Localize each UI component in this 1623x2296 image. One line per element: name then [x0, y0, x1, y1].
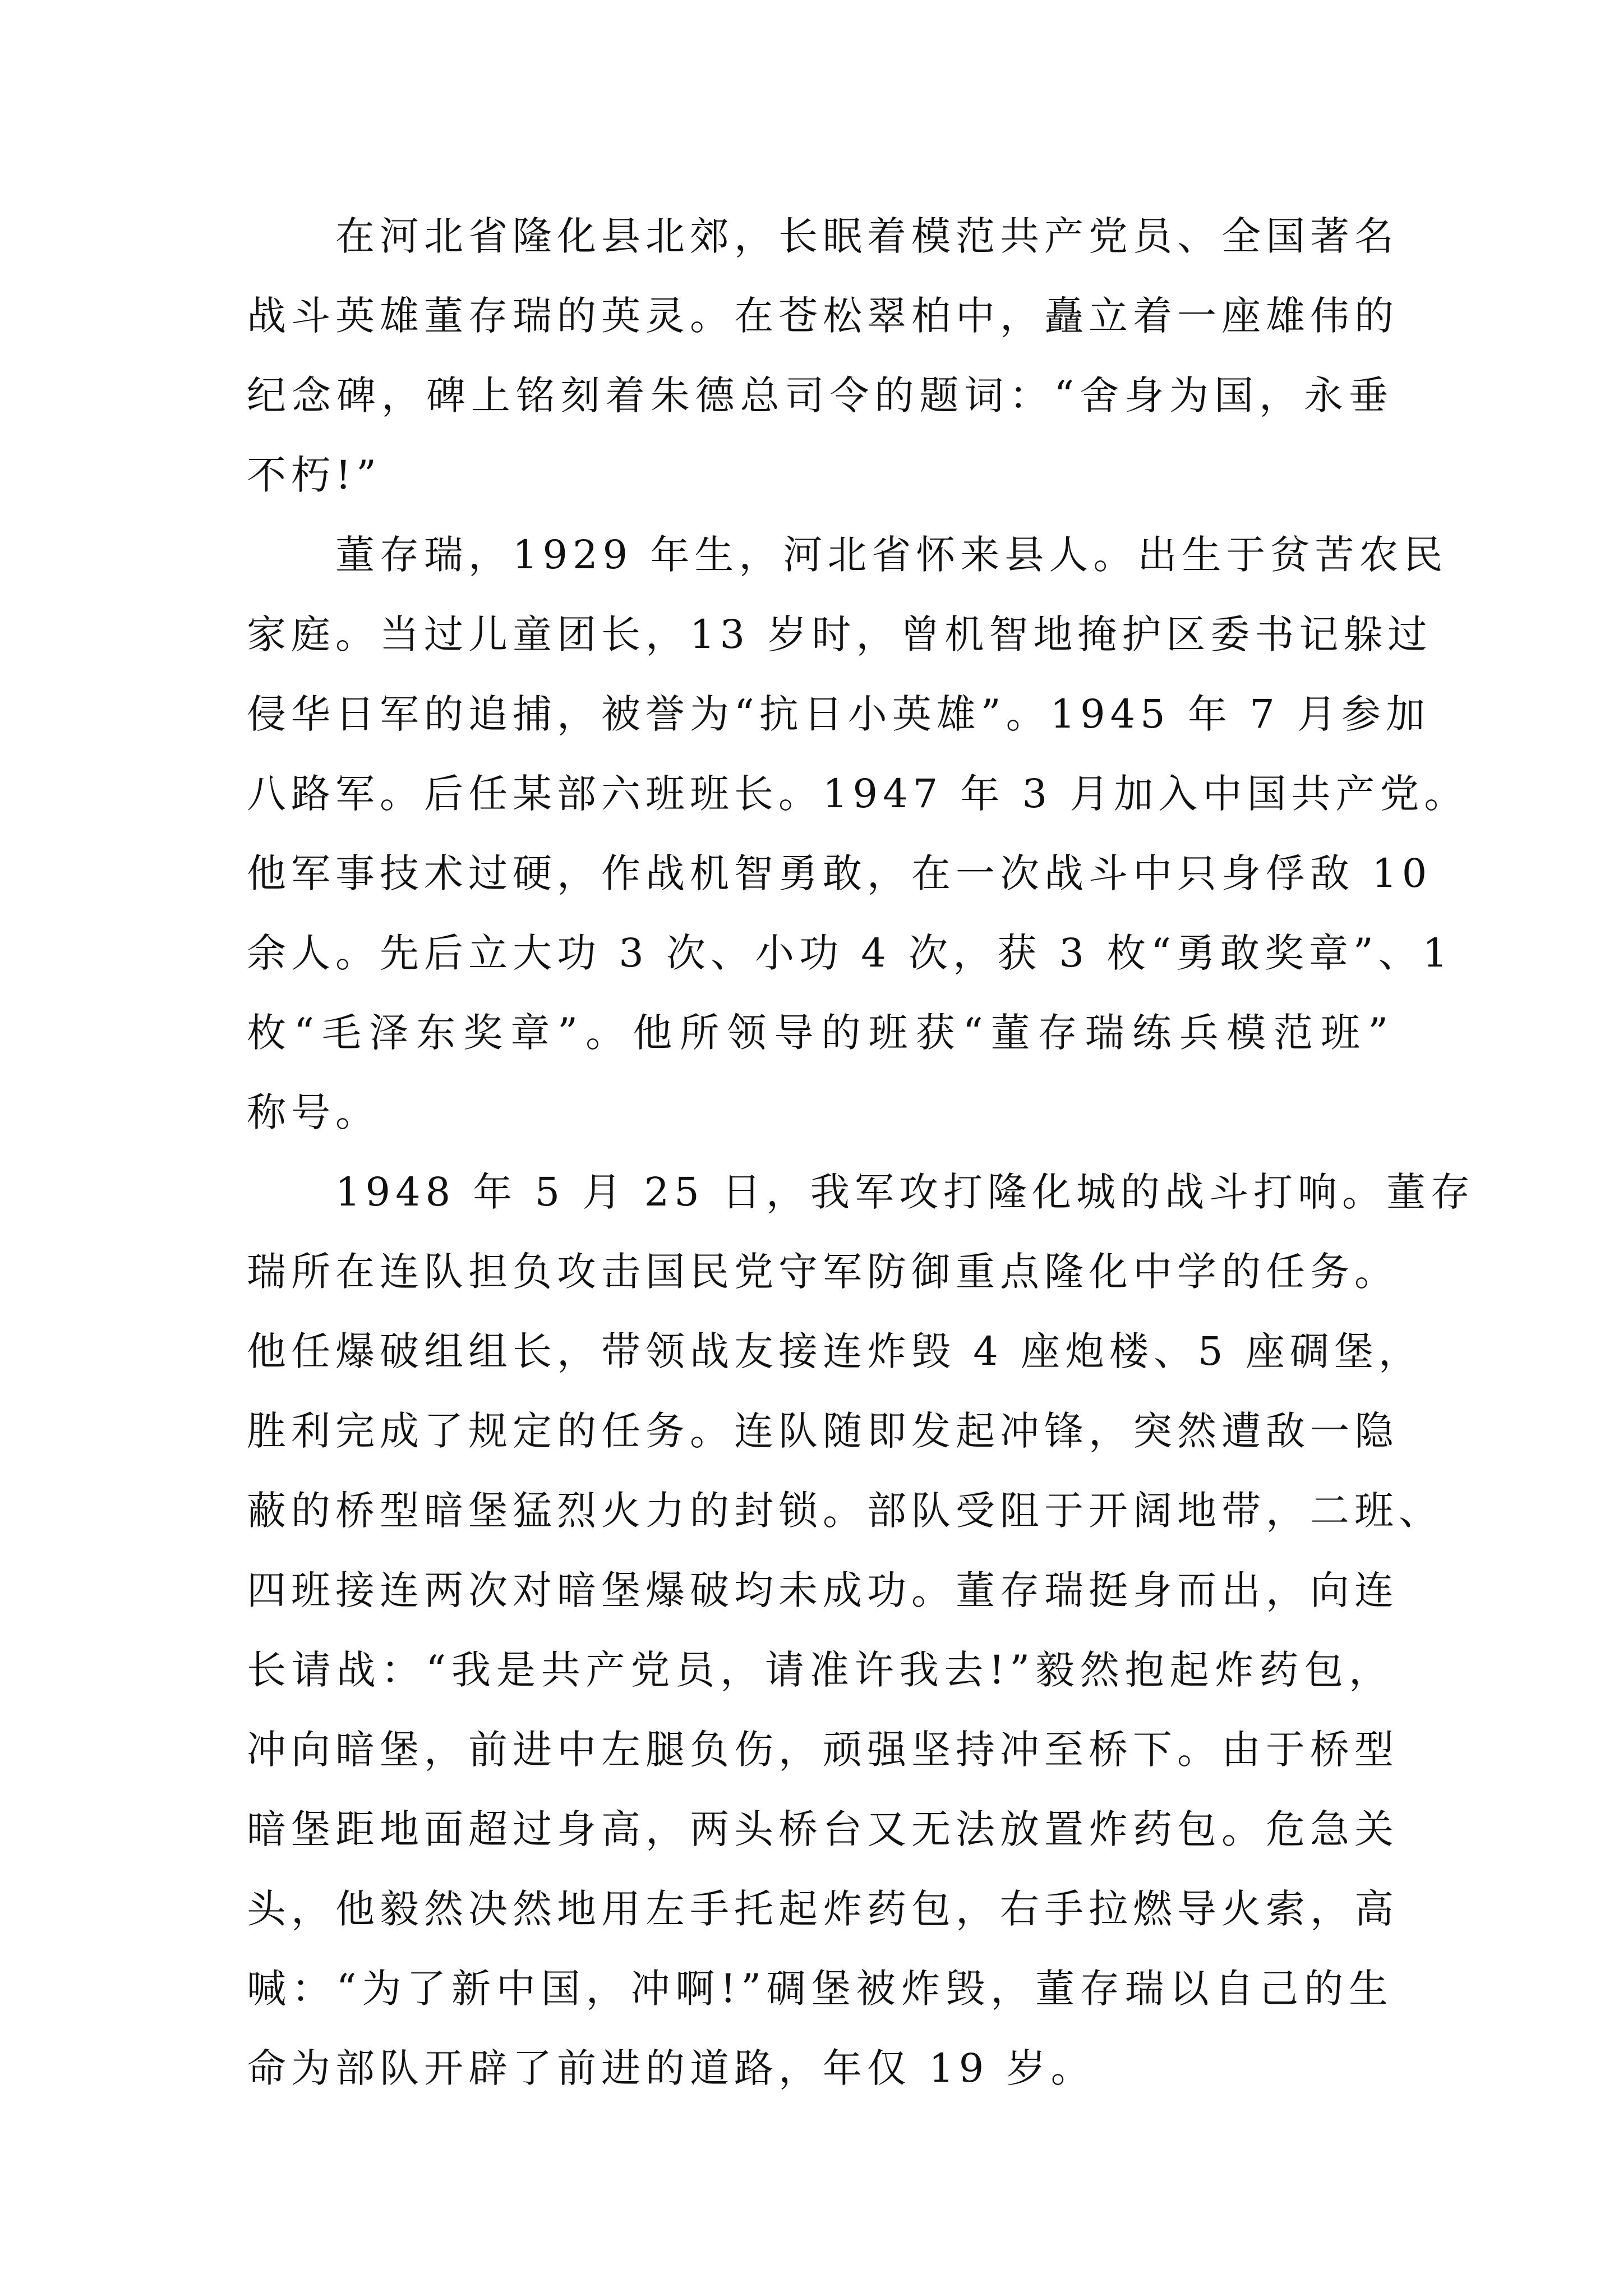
paragraph-2-line-5: 他军事技术过硬，作战机智勇敢，在一次战斗中只身俘敌 10	[247, 850, 1432, 896]
paragraph-2-line-8: 称号。	[247, 1089, 380, 1135]
paragraph-3-line-5: 蔽的桥型暗堡猛烈火力的封锁。部队受阻于开阔地带，二班、	[247, 1488, 1443, 1534]
paragraph-2-line-4: 八路军。后任某部六班班长。1947 年 3 月加入中国共产党。	[247, 771, 1469, 817]
document-body	[247, 196, 1476, 2108]
paragraph-3-line-2: 瑞所在连队担负攻击国民党守军防御重点隆化中学的任务。	[247, 1249, 1399, 1295]
paragraph-1-line-2: 战斗英雄董存瑞的英灵。在苍松翠柏中，矗立着一座雄伟的	[247, 293, 1399, 339]
paragraph-3-line-11: 喊：“为了新中国，冲啊!”碉堡被炸毁，董存瑞以自己的生	[247, 1966, 1393, 2012]
paragraph-3-line-4: 胜利完成了规定的任务。连队随即发起冲锋，突然遭敌一隐	[247, 1408, 1399, 1454]
paragraph-3-line-8: 冲向暗堡，前进中左腿负伤，顽强坚持冲至桥下。由于桥型	[247, 1727, 1399, 1773]
paragraph-2-line-2: 家庭。当过儿童团长，13 岁时，曾机智地掩护区委书记躲过	[247, 611, 1432, 657]
paragraph-1-line-3: 纪念碑，碑上铭刻着朱德总司令的题词：“舍身为国，永垂	[247, 372, 1393, 418]
paragraph-3-line-3: 他任爆破组组长，带领战友接连炸毁 4 座炮楼、5 座碉堡，	[247, 1328, 1423, 1374]
paragraph-1-line-4: 不朽!”	[247, 452, 381, 498]
paragraph-3-line-10: 头，他毅然决然地用左手托起炸药包，右手拉燃导火索，高	[247, 1886, 1399, 1932]
paragraph-3-line-7: 长请战：“我是共产党员，请准许我去!”毅然抱起炸药包，	[247, 1647, 1393, 1693]
paragraph-3-line-6: 四班接连两次对暗堡爆破均未成功。董存瑞挺身而出，向连	[247, 1567, 1399, 1613]
paragraph-2-line-6: 余人。先后立大功 3 次、小功 4 次，获 3 枚“勇敢奖章”、1	[247, 930, 1453, 976]
paragraph-2-line-7: 枚“毛泽东奖章”。他所领导的班获“董存瑞练兵模范班”	[247, 1010, 1393, 1056]
paragraph-3-line-9: 暗堡距地面超过身高，两头桥台又无法放置炸药包。危急关	[247, 1806, 1399, 1852]
paragraph-2-line-3: 侵华日军的追捕，被誉为“抗日小英雄”。1945 年 7 月参加	[247, 691, 1431, 737]
paragraph-1-line-1: 在河北省隆化县北郊，长眠着模范共产党员、全国著名	[335, 213, 1399, 259]
paragraph-3-line-1: 1948 年 5 月 25 日，我军攻打隆化城的战斗打响。董存	[335, 1169, 1476, 1215]
paragraph-3-line-12: 命为部队开辟了前进的道路，年仅 19 岁。	[247, 2045, 1095, 2091]
paragraph-2-line-1: 董存瑞，1929 年生，河北省怀来县人。出生于贫苦农民	[335, 532, 1448, 578]
